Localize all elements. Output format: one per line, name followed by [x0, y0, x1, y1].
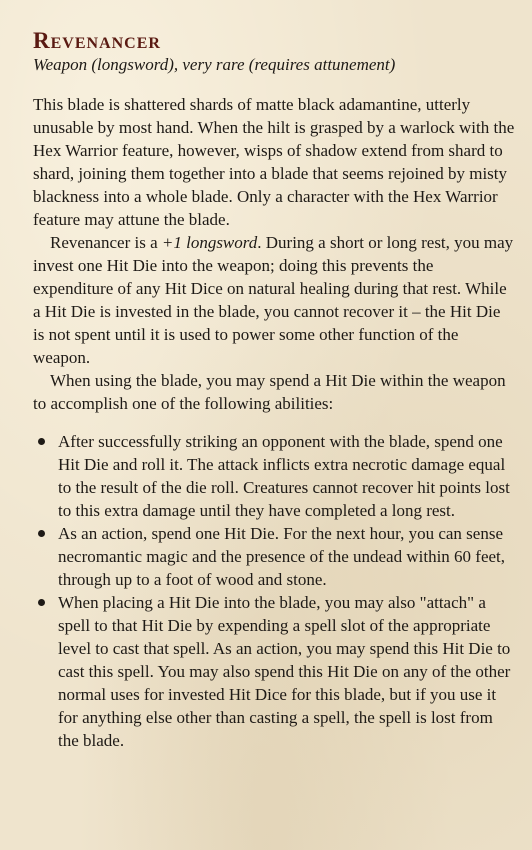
bullet-icon [38, 599, 45, 606]
ability-text: After successfully striking an opponent with the blade, spend one Hit Die and roll it. The attack inflicts extra necrotic damage equal to the result of the die roll. Creatures cannot recover hit points lost to this extra damage until they have completed a long rest. [58, 432, 510, 520]
item-title: Revenancer [33, 28, 161, 53]
list-item [33, 591, 515, 752]
abilities-list [33, 430, 515, 752]
list-item [33, 430, 515, 522]
paragraph-2-lead: Revenancer is a [50, 233, 162, 252]
item-card [33, 28, 515, 752]
bullet-icon [38, 530, 45, 537]
description-paragraph-3: When using the blade, you may spend a Hit Die within the weapon to accomplish one of the following abilities: [33, 371, 506, 413]
ability-text: As an action, spend one Hit Die. For the next hour, you can sense necromantic magic and the presence of the undead within 60 feet, through up to a foot of wood and stone. [58, 524, 506, 589]
bullet-icon [38, 438, 45, 445]
weapon-bonus-text: +1 longsword [161, 233, 258, 252]
description-paragraph-1: This blade is shattered shards of matte black adamantine, utterly unusable by most hand. When the hilt is grasped by a warlock with the Hex Warrior feature, however, wisps of shadow extend from shard to shard, joining them together into a blade that seems rejoined by misty blackness into a whole blade. Only a character with the Hex Warrior feature may attune the blade. [33, 95, 515, 229]
description-paragraph-2 [33, 231, 515, 369]
paragraph-2-rest: . During a short or long rest, you may invest one Hit Die into the weapon; doing this prevents the expenditure of any Hit Dice on natural healing during that rest. While a Hit Die is invested in the blade, you cannot recover it – the Hit Die is not spent until it is used to power some other function of the weapon. [33, 233, 514, 367]
ability-text: When placing a Hit Die into the blade, you may also "attach" a spell to that Hit Die by expending a spell slot of the appropriate level to cast that spell. As an action, you may spend this Hit Die to cast this spell. You may also spend this Hit Die on any of the other normal uses for invested Hit Dice for this blade, but if you use it for anything else other than casting a spell, the spell is lost from the blade. [58, 593, 511, 750]
item-subtitle: Weapon (longsword), very rare (requires attunement) [33, 55, 396, 74]
list-item [33, 522, 515, 591]
